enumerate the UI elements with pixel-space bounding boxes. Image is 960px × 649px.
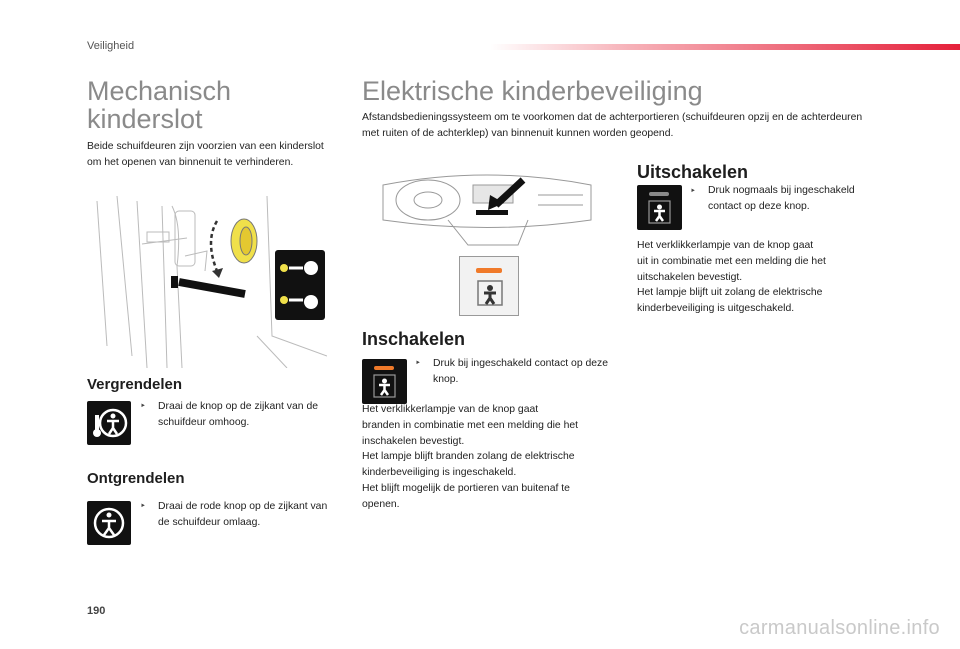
disable-line: Het lampje blijft uit zolang de elektrische — [637, 287, 823, 299]
enable-line: Het verklikkerlampje van de knop gaat — [362, 404, 539, 415]
enable-description — [362, 402, 622, 513]
unlock-bullet-icon: ‣ — [140, 501, 146, 512]
electric-child-lock-button-on — [459, 256, 519, 316]
disable-bullet-icon: ‣ — [690, 186, 696, 197]
enable-line: branden in combinatie met een melding die het — [362, 419, 579, 431]
section-label: Veiligheid — [87, 40, 135, 52]
enable-line: inschakelen bevestigt. — [362, 435, 465, 447]
disable-description — [637, 238, 897, 317]
led-on-indicator — [476, 268, 502, 273]
enable-line: kinderbeveiliging is ingeschakeld. — [362, 467, 517, 479]
enable-line: openen. — [362, 498, 400, 510]
disable-line: uitschakelen bevestigt. — [637, 271, 743, 283]
child-lock-icon — [476, 279, 504, 307]
led-off-indicator — [649, 192, 669, 196]
lock-text: Draai de knop op de zijkant van de schuifdeur omhoog. — [158, 401, 319, 428]
child-lock-locked-icon — [87, 401, 131, 445]
page-number: 190 — [87, 605, 106, 617]
mechanical-intro: Beide schuifdeuren zijn voorzien van een kinderslot om het openen van binnenuit te verhinderen. — [87, 141, 324, 168]
disable-line: Het verklikkerlampje van de knop gaat — [637, 240, 814, 251]
unlock-text: Draai de rode knop op de zijkant van de schuifdeur omlaag. — [158, 501, 328, 528]
disable-line: kinderbeveiliging is uitgeschakeld. — [637, 303, 795, 315]
led-orange-indicator — [374, 366, 394, 370]
electric-intro: Afstandsbedieningssysteem om te voorkomen dat de achterportieren (schuifdeuren opzij en de achterdeuren met ruiten of de achterklep) van binnenuit kunnen worden geopend. — [362, 112, 863, 139]
disable-line: uit in combinatie met een melding die het — [637, 255, 826, 267]
enable-line: Het lampje blijft branden zolang de elektrische — [362, 451, 575, 463]
lock-heading: Vergrendelen — [87, 376, 183, 393]
header-accent-bar — [490, 44, 960, 50]
child-lock-unlocked-icon — [87, 501, 131, 545]
door-child-lock-illustration — [87, 196, 327, 368]
enable-button-icon — [362, 359, 407, 404]
enable-step: Druk bij ingeschakeld contact op deze knop. — [433, 358, 609, 385]
title-mechanical-line2: kinderslot — [87, 104, 203, 134]
lock-bullet-icon: ‣ — [140, 401, 146, 412]
disable-heading: Uitschakelen — [637, 162, 749, 182]
title-electric: Elektrische kinderbeveiliging — [362, 76, 703, 106]
watermark-text: carmanualsonline.info — [739, 617, 940, 639]
dashboard-illustration — [378, 165, 596, 253]
unlock-heading: Ontgrendelen — [87, 470, 185, 487]
disable-button-icon — [637, 185, 682, 230]
enable-heading: Inschakelen — [362, 329, 466, 349]
enable-bullet-icon: ‣ — [415, 358, 421, 369]
enable-line: Het blijft mogelijk de portieren van buitenaf te — [362, 482, 570, 494]
title-mechanical-line1: Mechanisch — [87, 76, 232, 106]
disable-step: Druk nogmaals bij ingeschakeld contact op deze knop. — [708, 185, 855, 212]
